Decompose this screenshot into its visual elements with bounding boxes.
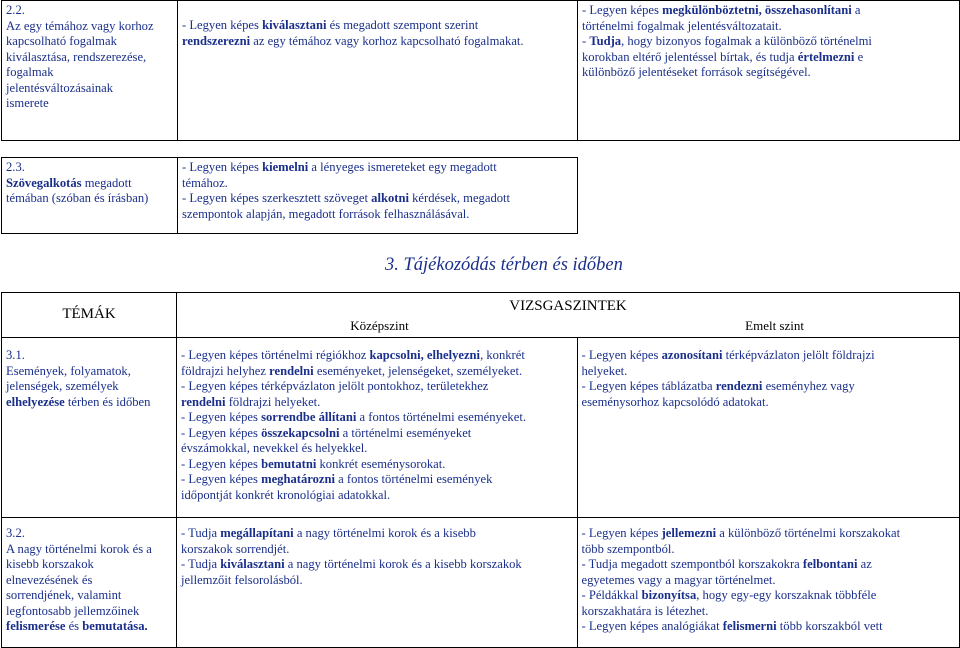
topic-line: jelentésváltozásainak	[6, 80, 113, 95]
text: - Példákkal	[581, 588, 642, 602]
advanced-level-cell-3-2	[577, 518, 960, 648]
bold-text: rendszerezni	[182, 33, 251, 48]
header-sublevels	[177, 316, 959, 336]
text: - Legyen képes szerkesztett szöveget	[182, 191, 372, 205]
text: a nagy történelmi korok és a kisebb	[293, 526, 476, 540]
bold-text: bemutatása.	[82, 619, 148, 633]
text: és megadott szempont szerint	[326, 18, 479, 32]
text: egyetemes vagy a magyar történelmet.	[581, 572, 776, 587]
topic-code: 3.2.	[6, 526, 25, 540]
text: eseményhez vagy	[762, 379, 855, 393]
text: korszakhatára is létezhet.	[581, 603, 709, 618]
text: korokban eltérő jelentéssel bírtak, és tudja	[582, 49, 798, 64]
table-2-3	[1, 157, 578, 234]
text: megadott	[81, 175, 132, 190]
text: - Legyen képes táblázatba	[581, 379, 716, 393]
bold-text: meghatározni	[261, 472, 335, 486]
topic-line: jelenségek, személyek	[6, 379, 119, 393]
topic-line: ismerete	[6, 96, 49, 110]
text: több korszakból vett	[776, 619, 883, 633]
bold-text: kiválasztani	[262, 18, 327, 32]
text: - Legyen képes	[581, 348, 662, 362]
bold-text: Szövegalkotás	[6, 175, 82, 190]
topic-code: 3.1.	[6, 348, 25, 362]
text: különböző jelentéseket források segítségével.	[582, 65, 811, 79]
text: - Tudja	[181, 526, 221, 540]
text: eseményeket, jelenségeket, személyeket.	[313, 363, 523, 378]
text: - Legyen képes	[182, 160, 263, 174]
text: - Legyen képes történelmi régiókhoz	[181, 348, 370, 362]
bold-text: felismerni	[722, 619, 777, 633]
topic-line: kiválasztása, rendszerezése,	[6, 49, 147, 64]
bold-text: sorrendbe állítani	[261, 410, 357, 424]
header-vizsgaszintek: VIZSGASZINTEK	[509, 298, 627, 314]
row-3-1	[2, 338, 960, 518]
bold-text: megállapítani	[220, 526, 294, 540]
bold-text: kiemelni	[262, 160, 309, 174]
text: földrajzi helyhez	[181, 363, 270, 378]
text: a történelmi eseményeket	[339, 425, 472, 440]
text: - Tudja megadott szempontból korszakokra	[581, 557, 803, 571]
row-2-2	[2, 1, 960, 141]
bold-text: felismerése	[6, 619, 66, 633]
topic-line: sorrendjének, valamint	[6, 588, 122, 602]
text: konkrét eseménysorokat.	[316, 456, 446, 471]
topic-line: Események, folyamatok,	[6, 363, 131, 378]
text: , hogy bizonyos fogalmak a különböző történelmi	[621, 34, 872, 48]
topic-line: kisebb korszakok	[6, 557, 94, 571]
header-row	[2, 293, 960, 338]
text: az egy témához vagy korhoz kapcsolható fogalmakat.	[250, 33, 524, 48]
text: térben és időben	[64, 394, 151, 409]
bold-text: alkotni	[371, 191, 409, 205]
topic-line: fogalmak	[6, 65, 54, 79]
mid-level-cell-3-2	[177, 518, 578, 648]
advanced-level-cell-3-1	[577, 338, 960, 518]
topic-cell-3-2	[2, 518, 177, 648]
text: évszámokkal, nevekkel és helyekkel.	[181, 441, 368, 455]
text: helyeket.	[581, 363, 628, 378]
text: e	[854, 49, 864, 64]
text: , hogy egy-egy korszaknak többféle	[696, 588, 877, 602]
text: - Tudja	[181, 557, 221, 571]
topic-line: témában (szóban és írásban)	[6, 191, 149, 205]
text: - Legyen képes	[581, 526, 662, 540]
row-2-3	[2, 158, 578, 234]
bold-text: rendelni	[181, 394, 226, 409]
bold-text: rendezni	[715, 379, 763, 393]
text: eseménysorhoz kapcsolódó adatokat.	[581, 394, 769, 409]
text: több szempontból.	[581, 541, 675, 556]
bold-text: felbontani	[802, 557, 858, 571]
text: korszakok sorrendjét.	[181, 541, 290, 556]
topic-line: legfontosabb jellemzőinek	[6, 603, 140, 618]
bold-text: bemutatni	[261, 456, 317, 471]
text: történelmi fogalmak jelentésváltozatait.	[582, 18, 782, 33]
bold-text: értelmezni	[797, 49, 855, 64]
text: szempontok alapján, megadott források felhasználásával.	[182, 206, 470, 221]
mid-level-cell-2-3	[178, 158, 578, 234]
text: a fontos történelmi eseményeket.	[356, 410, 526, 424]
table-2-2	[1, 0, 960, 141]
header-emelt: Emelt szint	[745, 318, 804, 333]
topic-cell-2-3	[2, 158, 178, 234]
bold-text: elhelyezése	[6, 394, 65, 409]
text: a lényeges ismereteket egy megadott	[308, 160, 497, 174]
text: a fontos történelmi események	[335, 472, 493, 486]
text: - Legyen képes	[181, 472, 262, 486]
bold-text: kapcsolni, elhelyezni	[369, 348, 481, 362]
text: - Legyen képes	[582, 3, 663, 17]
bold-text: megkülönböztetni, összehasonlítani	[662, 3, 852, 17]
topic-line: Az egy témához vagy korhoz	[6, 18, 154, 33]
text: - Legyen képes térképvázlaton jelölt pontokhoz, területekhez	[181, 379, 489, 393]
text: - Legyen képes analógiákat	[581, 619, 723, 633]
table-3	[1, 292, 960, 648]
topic-cell-2-2	[2, 1, 178, 141]
text: térképvázlaton jelölt földrajzi	[722, 348, 875, 362]
text: - Legyen képes	[181, 456, 262, 471]
text: földrajzi helyeket.	[225, 394, 321, 409]
text: - Legyen képes	[181, 410, 262, 424]
text: időpontját konkrét kronológiai adatokkal.	[181, 487, 391, 502]
topic-line: A nagy történelmi korok és a	[6, 541, 152, 556]
bold-text: jellemezni	[661, 526, 717, 540]
text: - Legyen képes	[181, 425, 262, 440]
text: a nagy történelmi korok és a kisebb korszakok	[284, 557, 522, 571]
bold-text: rendelni	[269, 363, 314, 378]
text: az	[857, 557, 872, 571]
topic-line: elnevezésének és	[6, 572, 93, 587]
text: és	[65, 619, 83, 633]
topic-cell-3-1	[2, 338, 177, 518]
section-3-title: 3. Tájékozódás térben és időben	[385, 255, 623, 275]
text: , konkrét	[480, 348, 525, 362]
row-3-2	[2, 518, 960, 648]
topic-code: 2.3.	[6, 160, 25, 174]
text: a	[851, 3, 861, 17]
bold-text: bizonyítsa	[641, 588, 697, 602]
header-temak: TÉMÁK	[2, 293, 177, 338]
bold-text: kiválasztani	[220, 557, 285, 571]
header-kozepszint: Középszint	[350, 318, 409, 333]
text: kérdések, megadott	[408, 191, 511, 205]
topic-line: kapcsolható fogalmak	[6, 34, 117, 48]
advanced-level-cell-2-2	[578, 1, 960, 141]
bold-text: Tudja	[589, 34, 622, 48]
mid-level-cell-2-2	[178, 1, 578, 141]
topic-code: 2.2.	[6, 3, 25, 17]
mid-level-cell-3-1	[177, 338, 578, 518]
text: - Legyen képes	[182, 18, 263, 32]
text: -	[582, 34, 590, 48]
header-levels	[177, 293, 960, 338]
text: a különböző történelmi korszakokat	[716, 526, 901, 540]
bold-text: azonosítani	[661, 348, 723, 362]
bold-text: összekapcsolni	[261, 425, 340, 440]
text: témához.	[182, 175, 228, 190]
text: jellemzőit felsorolásból.	[181, 572, 303, 587]
